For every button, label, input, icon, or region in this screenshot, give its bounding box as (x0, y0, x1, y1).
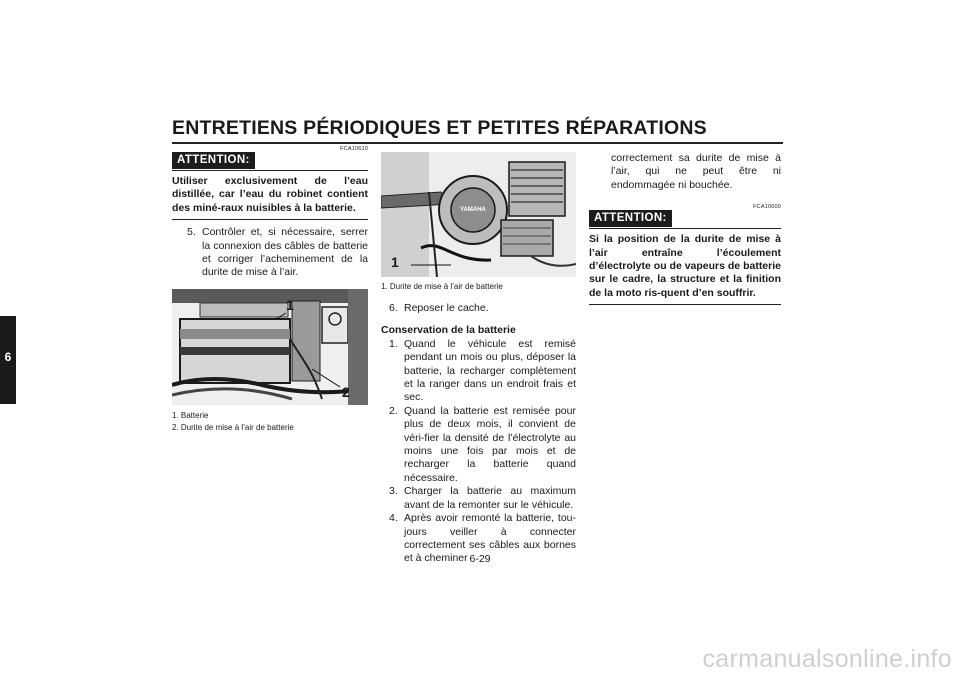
attention-badge: ATTENTION: (172, 152, 255, 169)
step-text: Contrôler et, si nécessaire, serrer la connexion des câbles de batterie et corriger l’acheminement de la durite de mise à l’air. (202, 226, 368, 279)
item-number: 4. (389, 512, 398, 525)
item-text: Charger la batterie au maximum avant de la remonter sur le véhicule. (404, 485, 576, 511)
storage-list (381, 338, 576, 566)
figure-caption: 1. Durite de mise à l’air de batterie (381, 282, 503, 291)
figure-caption (172, 410, 368, 434)
battery-photo (172, 289, 368, 405)
column-1 (172, 146, 368, 434)
title-rule (172, 142, 783, 144)
attention-header (172, 146, 368, 172)
item-number: 1. (389, 337, 398, 350)
section-heading: Conservation de la batterie (381, 324, 516, 337)
attention-rule (589, 228, 781, 229)
caption-line: 2. Durite de mise à l’air de batterie (172, 422, 294, 432)
storage-item (389, 405, 576, 485)
engine-photo (381, 152, 576, 277)
attention-text: Utiliser exclusivement de l’eau distillée, car l’eau du robinet contient des miné-raux nuisibles à la batterie. (172, 172, 368, 220)
column-2 (381, 152, 576, 566)
step-number: 6. (389, 302, 398, 314)
attention-rule (172, 170, 368, 171)
engine-logo-text: YAMAHA (460, 207, 486, 213)
chapter-number: 6 (4, 350, 12, 364)
page-number: 6-29 (469, 553, 491, 565)
attention-code: FCA10610 (340, 146, 368, 152)
storage-item (389, 485, 576, 512)
step-text: Reposer le cache. (404, 302, 489, 314)
step-6 (381, 302, 576, 315)
callout-1: 1 (391, 254, 399, 270)
caption-line: 1. Batterie (172, 410, 209, 420)
item-number: 2. (389, 404, 398, 417)
attention-header (589, 204, 781, 230)
attention-code: FCA10600 (753, 204, 781, 211)
callout-2: 2 (342, 383, 350, 400)
column-3 (589, 152, 781, 305)
callout-1: 1 (286, 296, 294, 313)
page-title: ENTRETIENS PÉRIODIQUES ET PETITES RÉPARATIONS (172, 117, 707, 139)
storage-item (389, 338, 576, 405)
attention-text: Si la position de la durite de mise à l’air entraîne l’écoulement d’électrolyte ou de vapeurs de batterie sur le cadre, la structure et la finition de la moto ris-quent d’en souffrir. (589, 230, 781, 305)
item-text: Quand le véhicule est remisé pendant un mois ou plus, déposer la batterie, la recharger complètement et la ranger dans un endroit frais et sec. (404, 337, 576, 404)
item-text: Après avoir remonté la batterie, tou-jours veiller à connecter correctement ses câbles aux bornes et à cheminer (404, 512, 576, 565)
battery-illustration (172, 289, 368, 405)
watermark: carmanualsonline.info (702, 645, 952, 673)
step-number: 5. (187, 226, 196, 239)
item-number: 3. (389, 485, 398, 498)
continuation-text: correctement sa durite de mise à l’air, qui ne peut être ni endommagée ni bouchée. (611, 152, 781, 191)
attention-badge: ATTENTION: (589, 210, 672, 227)
step-5 (172, 226, 368, 280)
item-text: Quand la batterie est remisée pour plus de deux mois, il convient de véri-fier la densité de l’électrolyte au moins une fois par mois et de recharger la batterie quand nécessaire. (404, 404, 576, 484)
